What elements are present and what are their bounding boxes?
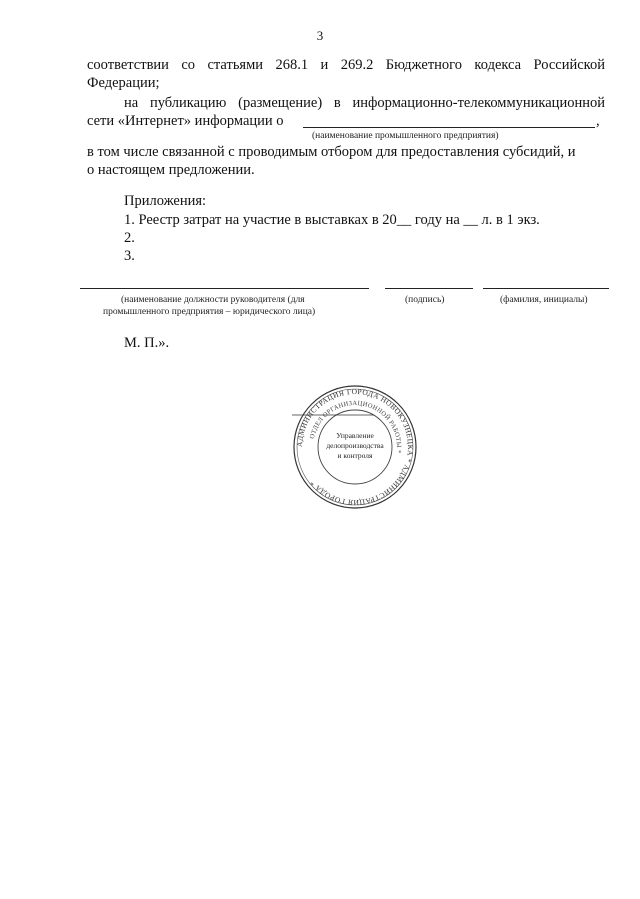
word: публикацию xyxy=(149,95,227,111)
paragraph-1-line-1 xyxy=(87,56,605,74)
word: и xyxy=(320,57,329,73)
attachments-heading: Приложения: xyxy=(124,193,207,209)
company-name-blank-line xyxy=(303,127,595,128)
signature-caption: (подпись) xyxy=(405,295,445,305)
signature-blank-line xyxy=(385,288,473,289)
word: 268.1 xyxy=(275,57,309,73)
page-number: 3 xyxy=(316,28,324,43)
word: на xyxy=(124,95,139,111)
paragraph-2-line-2: сети «Интернет» информации о xyxy=(87,113,284,129)
company-name-caption: (наименование промышленного предприятия) xyxy=(312,131,499,141)
stamp-inner-text: ОТДЕЛ ОРГАНИЗАЦИОННОЙ РАБОТЫ * xyxy=(308,399,403,454)
stamp-center-line-1: Управление xyxy=(336,431,374,440)
word: (размещение) xyxy=(238,95,323,111)
paragraph-3-line-2: о настоящем предложении. xyxy=(87,162,255,178)
word: 269.2 xyxy=(340,57,374,73)
official-stamp-seal xyxy=(292,384,418,510)
word: в xyxy=(333,95,341,111)
position-caption-line-1: (наименование должности руководителя (для xyxy=(121,295,305,305)
stamp-outer-text: АДМИНИСТРАЦИЯ ГОРОДА НОВОКУЗНЕЦКА * АДМИНИСТРАЦИЯ ГОРОДА * xyxy=(294,386,416,508)
paragraph-2-line-1 xyxy=(124,94,605,112)
paragraph-2-line-2-end: , xyxy=(596,113,600,129)
word: Бюджетного xyxy=(385,57,462,73)
attachment-item-1: 1. Реестр затрат на участие в выставках в 20__ году на __ л. в 1 экз. xyxy=(124,212,540,228)
paragraph-1-line-2: Федерации; xyxy=(87,75,160,91)
word: кодекса xyxy=(474,57,522,73)
position-caption-line-2: промышленного предприятия – юридического лица) xyxy=(103,307,316,317)
name-caption: (фамилия, инициалы) xyxy=(500,295,588,305)
position-blank-line xyxy=(80,288,369,289)
attachment-item-2: 2. xyxy=(124,230,135,246)
word: со xyxy=(181,57,196,73)
word: информационно-телекоммуникационной xyxy=(352,95,605,111)
paragraph-3-line-1: в том числе связанной с проводимым отбором для предоставления субсидий, и xyxy=(87,144,576,160)
word: соответствии xyxy=(87,57,169,73)
stamp-center-line-2: делопроизводства xyxy=(326,441,384,450)
seal-place-mark: М. П.». xyxy=(124,335,170,351)
word: статьями xyxy=(207,57,264,73)
attachment-item-3: 3. xyxy=(124,248,135,264)
name-blank-line xyxy=(483,288,609,289)
word: Российской xyxy=(533,57,605,73)
stamp-center-line-3: и контроля xyxy=(337,451,373,460)
